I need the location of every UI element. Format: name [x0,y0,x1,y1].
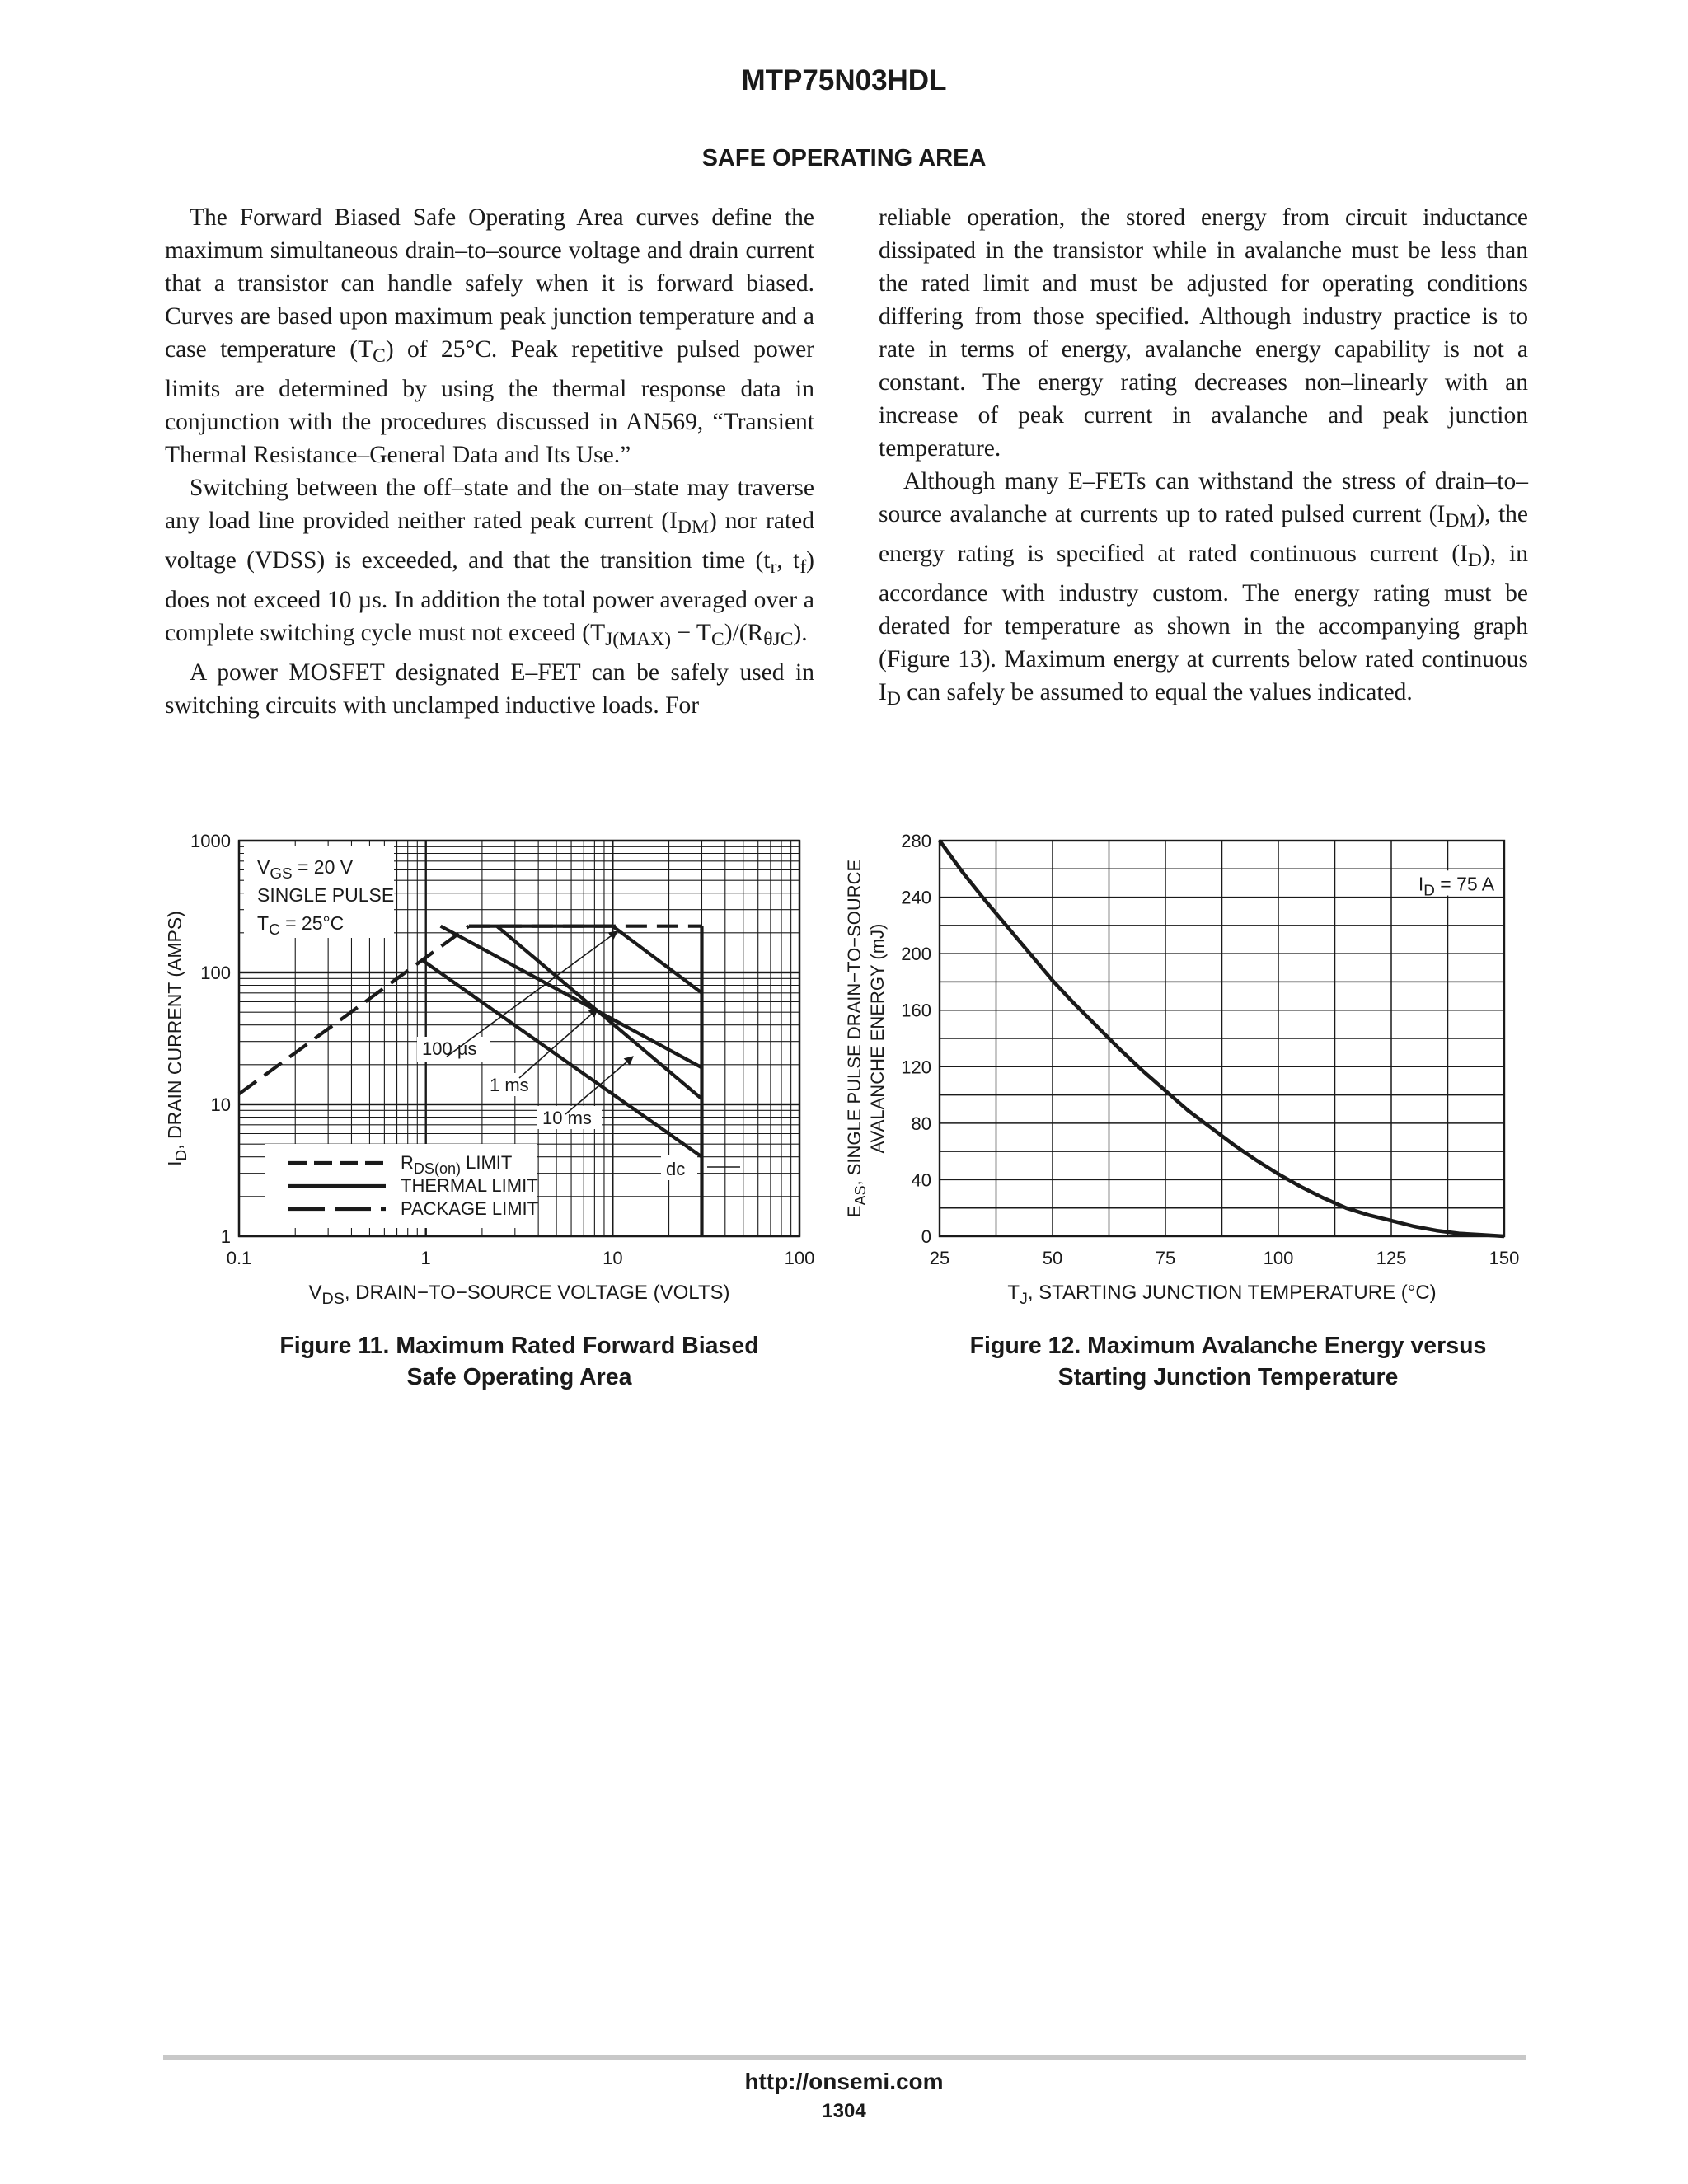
text-run: V [257,856,270,878]
text-run: , SINGLE PULSE DRAIN−TO−SOURCE [844,859,865,1186]
y-tick-label: 160 [901,1000,931,1021]
subscript: D [172,1149,190,1161]
text-run: )/(R [724,619,764,646]
y-tick-label: 100 [200,963,231,983]
text-run: ) nor rated voltage (VDSS) is exceeded, and that the transition time (t [165,507,814,574]
paragraph [879,465,1528,715]
x-tick-label: 0.1 [226,1248,252,1268]
subscript: DS [321,1290,345,1308]
paragraph [879,201,1528,465]
text-run: can safely be assumed to equal the values indicated. [900,678,1413,705]
y-tick-label: 80 [911,1113,931,1134]
y-tick-label: 40 [911,1169,931,1191]
text-run: , STARTING JUNCTION TEMPERATURE (°C) [1027,1282,1437,1304]
x-tick-label: 1 [420,1248,431,1268]
subscript: r [770,555,777,578]
subscript: C [373,344,386,367]
subscript: DS(on) [413,1160,462,1177]
text-run: ) of 25°C. Peak repetitive pulsed power limits are determined by using the thermal response data in conjunction with the procedures discussed in AN569, “Transient Thermal Resistance–General Data and Its Use.” [165,336,814,468]
series-line-rds-on-limit [239,926,469,1094]
y-tick-label: 120 [901,1057,931,1078]
x-tick-label: 150 [1489,1248,1520,1268]
text-run: Switching between the off–state and the on–state may traverse any load line provided neither rated peak current (I [165,474,814,534]
figure-11-caption-line-2: Safe Operating Area [406,1364,632,1390]
text-run: ), in accordance with industry custom. The energy rating must be derated for temperature as shown in the accompanying graph (Figure 13). Maximum energy at currents below rated continuous I [879,540,1528,705]
arrow-1ms [519,1009,598,1078]
text-run: = 20 V [292,856,354,878]
figure-12-caption-line-2: Starting Junction Temperature [1057,1364,1399,1390]
text-run: , DRAIN−TO−SOURCE VOLTAGE (VOLTS) [344,1282,730,1304]
text-run: I [1418,873,1424,895]
y-axis-label [164,911,190,1166]
subscript: J [1019,1290,1028,1308]
x-tick-label: 100 [784,1248,815,1268]
test-condition [257,884,394,906]
paragraph [165,201,814,471]
text-run: The Forward Biased Safe Operating Area curves define the maximum simultaneous drain–to–source voltage and drain current that a transistor can handle safely when it is forward biased. Curves are based upon maximum peak junction temperature and a case temperature (T [165,204,814,363]
curve-label: 1 ms [490,1075,529,1095]
arrow-10ms [565,1057,633,1114]
y-tick-label: 280 [901,831,931,851]
x-tick-label: 125 [1376,1248,1407,1268]
text-run: R [401,1152,414,1173]
text-run: SINGLE PULSE [257,884,395,906]
x-tick-label: 100 [1263,1248,1294,1268]
text-run: ), the energy rating is specified at rated continuous current (I [879,501,1528,567]
y-tick-label: 200 [901,944,931,965]
text-run: E [844,1205,865,1218]
curve-label: 10 ms [542,1108,592,1128]
x-axis-label [309,1282,730,1308]
curve-label: dc [666,1159,686,1179]
subscript: D [886,687,901,710]
x-tick-label: 50 [1042,1248,1063,1268]
paragraph [165,471,814,656]
y-axis-label-line-2: AVALANCHE ENERGY (mJ) [867,923,888,1154]
subscript: θJC [763,628,794,650]
figure-11-caption [198,1330,841,1393]
footer-divider [163,2055,1526,2060]
paragraph [165,656,814,722]
subscript: J(MAX) [605,628,672,650]
x-tick-label: 10 [603,1248,623,1268]
curve-label: 100 µs [422,1038,477,1059]
text-run: , t [776,546,800,574]
figure-11-safe-operating-area [157,816,857,1310]
legend-label [401,1198,538,1219]
text-run: ) does not exceed 10 µs. In addition the total power averaged over a complete switching cycle must not exceed (T [165,546,814,646]
text-run: T [1007,1282,1020,1304]
text-run: = 25°C [279,912,345,934]
figure-12-grid [940,841,1504,1236]
x-tick-label: 75 [1155,1248,1176,1268]
text-run: A power MOSFET designated E–FET can be safely used in switching circuits with unclamped inductive loads. For [165,658,814,719]
text-run: , DRAIN CURRENT (AMPS) [164,911,185,1150]
text-run: Although many E–FETs can withstand the stress of drain–to–source avalanche at currents up to rated pulsed current (I [879,468,1528,527]
x-tick-label: 25 [929,1248,950,1268]
y-tick-label: 240 [901,887,931,908]
y-tick-label: 10 [210,1094,231,1115]
figure-12-caption-line-1: Figure 12. Maximum Avalanche Energy versus [969,1333,1487,1359]
text-run: I [164,1160,185,1166]
text-run: reliable operation, the stored energy from circuit inductance dissipated in the transistor while in avalanche must be less than the rated limit and must be adjusted for operating conditions differing from those specified. Although industry practice is to rate in terms of energy, avalanche energy capability is not a constant. The energy rating decreases non–linearly with an increase of peak current in avalanche and peak junction temperature. [879,204,1528,462]
text-run: = 75 A [1434,873,1495,895]
text-run: ). [793,619,808,646]
subscript: f [799,555,807,578]
legend-label [401,1175,538,1196]
y-tick-label: 0 [921,1226,931,1247]
y-tick-label: 1000 [190,831,231,851]
subscript: C [269,921,280,938]
figure-11-caption-line-1: Figure 11. Maximum Rated Forward Biased [279,1333,759,1359]
part-number: MTP75N03HDL [741,64,947,96]
subscript: C [710,628,724,650]
text-run: T [257,912,270,934]
text-run: LIMIT [461,1152,513,1173]
figure-12-avalanche-energy [832,816,1533,1310]
body-column-left [165,201,814,722]
y-tick-label: 1 [220,1226,231,1247]
section-title: SAFE OPERATING AREA [701,145,987,171]
text-run: V [308,1282,322,1304]
body-column-right [879,201,1528,715]
footer-url: http://onsemi.com [744,2069,944,2094]
text-run: − T [671,619,711,646]
subscript: AS [852,1185,869,1206]
subscript: D [1423,881,1435,899]
figure-12-caption [907,1330,1550,1393]
text-run: THERMAL LIMIT [401,1175,538,1196]
text-run: PACKAGE LIMIT [401,1198,539,1219]
page-number: 1304 [822,2100,866,2122]
y-axis-label-line-1 [844,860,869,1217]
subscript: DM [1445,509,1477,532]
subscript: D [1467,549,1482,571]
x-axis-label [1007,1282,1436,1308]
subscript: DM [677,516,709,538]
subscript: GS [270,865,293,882]
